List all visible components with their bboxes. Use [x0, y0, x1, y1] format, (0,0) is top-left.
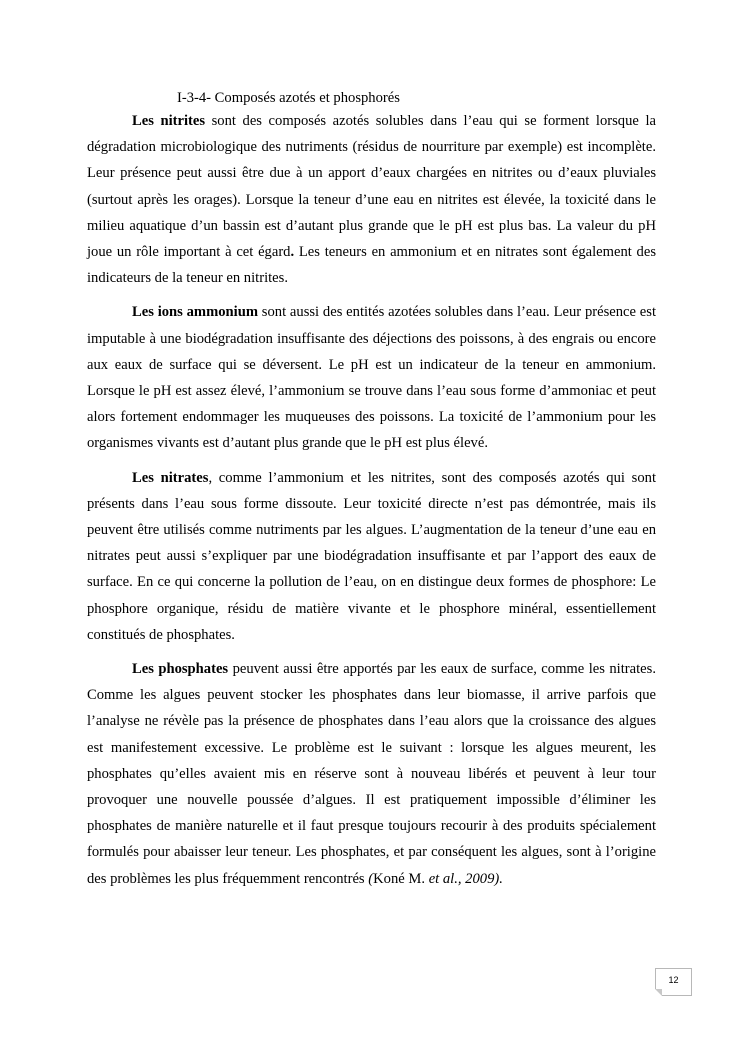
term-nitrites: Les nitrites	[132, 113, 206, 129]
paragraph-nitrites-text-end: Les teneurs en ammonium et en nitrates sont également des indicateurs de la teneur en nitrites.	[87, 244, 656, 287]
citation-year: 2009).	[461, 870, 503, 887]
document-body	[87, 89, 656, 892]
term-ammonium: Les ions ammonium	[132, 304, 258, 321]
paragraph-ammonium-text: sont aussi des entités azotées solubles dans l’eau. Leur présence est imputable à une biodégradation insuffisante des déjections des poissons, à des engrais ou encore aux eaux de surface qui se déversent. Le pH est un indicateur de la teneur en ammonium. Lorsque le pH est assez élevé, l’ammonium se trouve dans l’eau sous forme d’ammoniac et peut alors fortement endommager les muqueuses des poissons. La toxicité de l’ammonium pour les organismes vivants est d’autant plus grande que le pH est plus élevé.	[87, 304, 657, 452]
term-nitrates: Les nitrates	[132, 469, 209, 486]
section-heading: I-3-4- Composés azotés et phosphorés	[177, 90, 400, 106]
page-number-box	[655, 968, 692, 996]
paragraph-nitrates	[87, 465, 656, 648]
citation-open: (	[368, 870, 374, 887]
page-curl-icon	[655, 989, 662, 996]
paragraph-nitrites	[87, 108, 656, 291]
term-phosphates: Les phosphates	[132, 661, 229, 678]
citation-author: Koné M.	[373, 870, 429, 887]
paragraph-phosphates	[87, 656, 656, 892]
bold-period: .	[290, 244, 295, 261]
paragraph-ammonium	[87, 299, 656, 456]
citation-etal: et al.,	[428, 870, 462, 887]
page-number: 12	[668, 975, 679, 985]
paragraph-nitrites-text: sont des composés azotés solubles dans l’eau qui se forment lorsque la dégradation microbiologique des nutriments (résidus de nourriture par exemple) est incomplète. Leur présence peut aussi être due à un apport d’eaux chargées en nitrites ou d’eaux pluviales (surtout après les orages). Lorsque la teneur d’une eau en nitrites est élevée, la toxicité dans le milieu aquatique d’un bassin est d’autant plus grande que le pH est plus bas. La valeur du pH joue un rôle important à cet égard	[87, 113, 656, 261]
paragraph-nitrates-text: , comme l’ammonium et les nitrites, sont des composés azotés qui sont présents dans l’eau sous forme dissoute. Leur toxicité directe n’est pas démontrée, mais ils peuvent être utilisés comme nutriments par les algues. L’augmentation de la teneur d’une eau en nitrates peut aussi s’expliquer par une biodégradation insuffisante et par l’apport des eaux de surface. En ce qui concerne la pollution de l’eau, on en distingue deux formes de phosphore: Le phosphore organique, résidu de matière vivante et le phosphore minéral, essentiellement constitués de phosphates.	[87, 469, 656, 643]
paragraph-phosphates-text: peuvent aussi être apportés par les eaux de surface, comme les nitrates. Comme les algues peuvent stocker les phosphates dans leur biomasse, il arrive parfois que l’analyse ne révèle pas la présence de phosphates dans l’eau alors que la croissance des algues est manifestement excessive. Le problème est le suivant : lorsque les algues meurent, les phosphates qu’elles avaient mis en réserve sont à nouveau libérés et peuvent à leur tour provoquer une nouvelle poussée d’algues. Il est pratiquement impossible d’éliminer les phosphates de manière naturelle et il faut presque toujours recourir à des produits spécialement formulés pour abaisser leur teneur. Les phosphates, et par conséquent les algues, sont à l’origine des problèmes les plus fréquemment rencontrés	[87, 661, 656, 887]
